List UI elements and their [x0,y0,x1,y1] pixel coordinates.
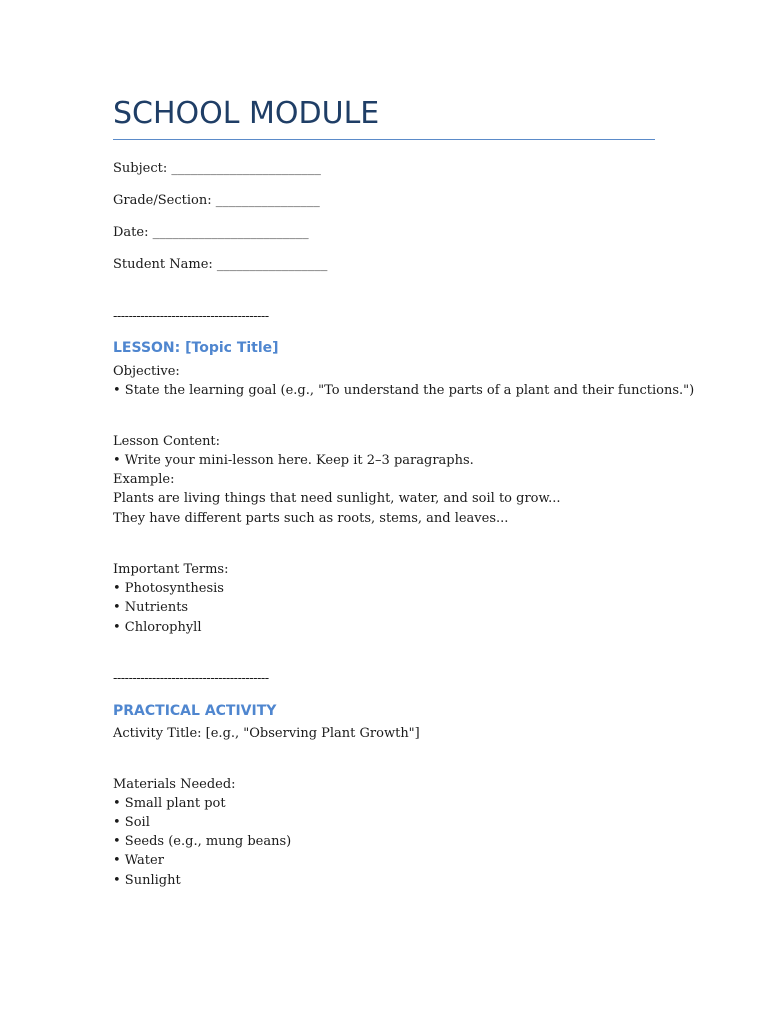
activity-heading: PRACTICAL ACTIVITY [113,703,277,719]
material-item: • Soil [113,815,150,830]
page-title: SCHOOL MODULE [113,96,380,131]
important-terms-label: Important Terms: [113,562,229,577]
objective-item: • State the learning goal (e.g., "To understand the parts of a plant and their functions.") [113,383,695,398]
lesson-content-item: • Write your mini-lesson here. Keep it 2–3 paragraphs. [113,453,474,468]
term-item: • Photosynthesis [113,581,224,596]
grade-section-field: Grade/Section: ________________ [113,193,320,208]
term-item: • Nutrients [113,600,189,615]
title-underline [113,139,655,140]
material-item: • Seeds (e.g., mung beans) [113,834,292,849]
material-item: • Sunlight [113,873,181,888]
section-divider: ---------------------------------------- [113,671,269,686]
example-line: Plants are living things that need sunlight, water, and soil to grow... [113,491,561,506]
materials-label: Materials Needed: [113,777,236,792]
date-field: Date: ________________________ [113,225,309,240]
activity-title-line: Activity Title: [e.g., "Observing Plant Growth"] [113,726,420,741]
example-line: They have different parts such as roots, stems, and leaves... [113,511,509,526]
term-item: • Chlorophyll [113,620,202,635]
objective-label: Objective: [113,364,180,379]
material-item: • Water [113,853,164,868]
section-divider: ---------------------------------------- [113,309,269,324]
subject-field: Subject: _______________________ [113,161,321,176]
student-name-field: Student Name: _________________ [113,257,328,272]
lesson-content-label: Lesson Content: [113,434,221,449]
material-item: • Small plant pot [113,796,226,811]
lesson-heading: LESSON: [Topic Title] [113,340,279,356]
example-label: Example: [113,472,175,487]
